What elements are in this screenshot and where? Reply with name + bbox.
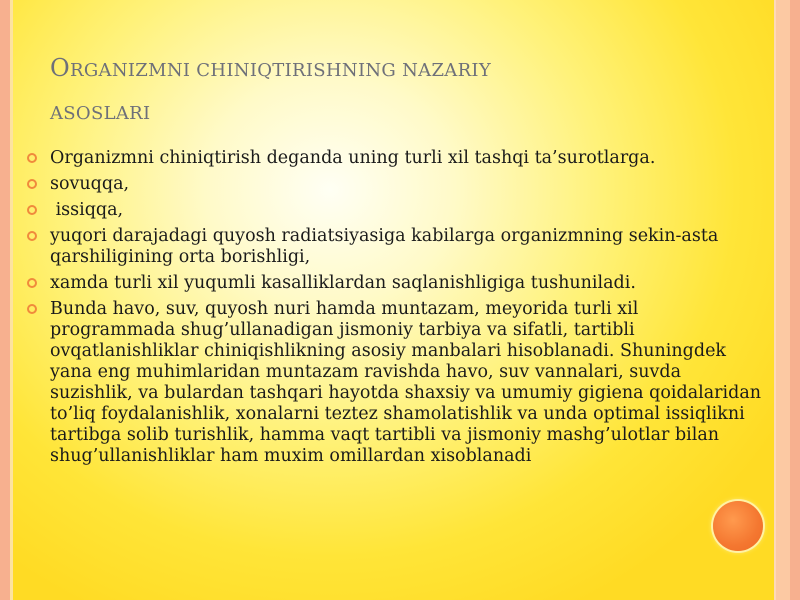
bullet-circle-icon: [27, 153, 37, 163]
right-frame-inner-strip: [776, 0, 790, 600]
bullet-text: issiqqa,: [50, 200, 124, 220]
bullet-text: xamda turli xil yuqumli kasalliklardan saqlanishligiga tushuniladi.: [50, 273, 636, 293]
bullet-item: [50, 299, 766, 467]
right-frame-strip: [790, 0, 800, 600]
left-frame-strip: [0, 0, 10, 600]
bullet-text: Bunda havo, suv, quyosh nuri hamda muntazam, meyorida turli xil programmada shug’ullanadigan jismoniy tarbiya va sifatli, tartibli ovqatlanishliklar chiniqishlikning asosiy manbalari hisoblanadi. Shuningdek yana eng muhimlaridan muntazam ravishda havo, suv vannalari, suvda suzishlik, va bulardan tashqari hayotda shaxsiy va umumiy gigiena qoidalaridan to’liq foydalanishlik, xonalarni teztez shamolatishlik va unda optimal issiqlikni tartibga solib turishlik, hamma vaqt tartibli va jismoniy mashg’ulotlar bilan shug’ullanishliklar ham muxim omillardan xisoblanadi: [50, 299, 762, 466]
bullet-circle-icon: [27, 205, 37, 215]
bullet-text: sovuqqa,: [50, 174, 130, 194]
bullet-text: yuqori darajadagi quyosh radiatsiyasiga kabilarga organizmning sekin-asta qarshiligining orta borishligi,: [50, 226, 719, 267]
bullet-item: [50, 200, 766, 221]
bullet-circle-icon: [27, 231, 37, 241]
bullet-circle-icon: [27, 278, 37, 288]
slide-title: [50, 48, 690, 134]
bullet-item: [50, 273, 766, 294]
bullet-circle-icon: [27, 304, 37, 314]
right-frame-line: [774, 0, 776, 600]
bullet-item: [50, 174, 766, 195]
bullet-item: [50, 226, 766, 268]
title-line-1: RGANIZMNI CHINIQTIRISHNING NAZARIY: [69, 60, 492, 81]
title-first-letter: O: [50, 54, 70, 82]
orange-circle-decoration: [713, 501, 763, 551]
bullet-text: Organizmni chiniqtirish deganda uning turli xil tashqi ta’surotlarga.: [50, 148, 656, 168]
left-frame-inner-strip: [10, 0, 13, 600]
bullet-circle-icon: [27, 179, 37, 189]
bullet-item: [50, 148, 766, 169]
bullet-list: [50, 148, 766, 472]
title-line-2: ASOSLARI: [50, 103, 151, 124]
